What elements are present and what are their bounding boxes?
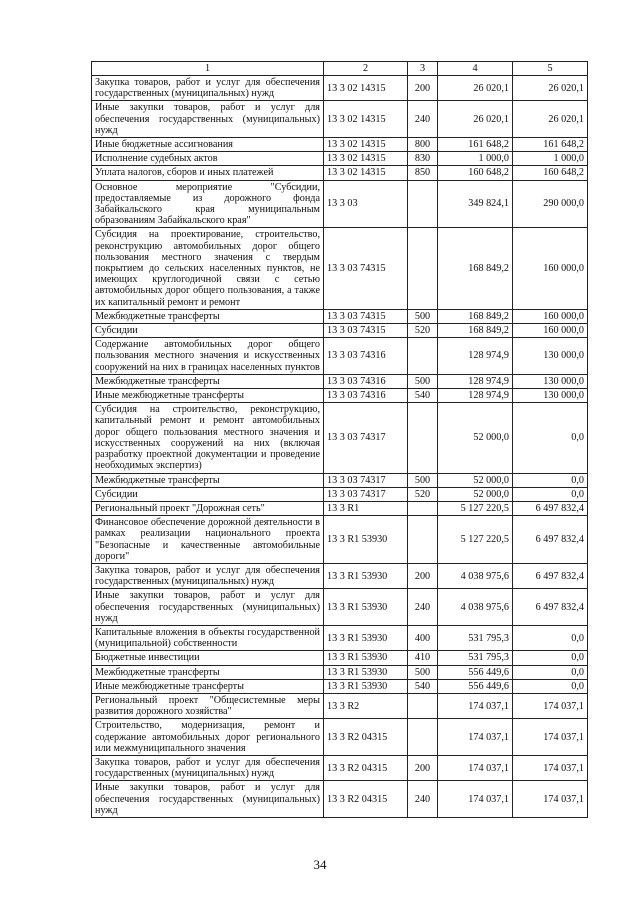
row-name: Капитальные вложения в объекты государственной (муниципальной) собственности bbox=[92, 625, 324, 650]
row-value-4: 1 000,0 bbox=[438, 152, 513, 166]
row-code: 13 3 R2 04315 bbox=[324, 719, 408, 756]
row-name: Субсидия на проектирование, строительство, реконструкцию автомобильных дорог общего пользования местного значения с твердым покрытием до сельских населенных пунктов, не имеющих круглогодичной связи с сетью автомобильных дорог общего пользования, а также их капитальный ремонт и ремонт bbox=[92, 228, 324, 309]
table-row bbox=[92, 679, 588, 693]
row-expense-type: 850 bbox=[408, 166, 438, 180]
row-name: Межбюджетные трансферты bbox=[92, 473, 324, 487]
row-name: Исполнение судебных актов bbox=[92, 152, 324, 166]
row-expense-type bbox=[408, 693, 438, 718]
row-value-5: 0,0 bbox=[513, 473, 588, 487]
row-value-5: 160 000,0 bbox=[513, 324, 588, 338]
table-row bbox=[92, 487, 588, 501]
col-header-type: 3 bbox=[408, 62, 438, 76]
row-code: 13 3 03 74317 bbox=[324, 487, 408, 501]
row-value-5: 174 037,1 bbox=[513, 755, 588, 780]
col-header-value-4: 4 bbox=[438, 62, 513, 76]
table-row bbox=[92, 693, 588, 718]
table-row bbox=[92, 501, 588, 515]
row-expense-type: 500 bbox=[408, 309, 438, 323]
row-code: 13 3 02 14315 bbox=[324, 101, 408, 138]
row-value-4: 5 127 220,5 bbox=[438, 501, 513, 515]
row-name: Уплата налогов, сборов и иных платежей bbox=[92, 166, 324, 180]
row-value-5: 174 037,1 bbox=[513, 781, 588, 818]
row-value-4: 4 038 975,6 bbox=[438, 563, 513, 588]
row-value-4: 52 000,0 bbox=[438, 473, 513, 487]
row-name: Субсидии bbox=[92, 487, 324, 501]
row-name: Региональный проект "Общесистемные меры развития дорожного хозяйства" bbox=[92, 693, 324, 718]
row-value-4: 52 000,0 bbox=[438, 487, 513, 501]
table-row bbox=[92, 166, 588, 180]
row-expense-type: 400 bbox=[408, 625, 438, 650]
row-value-5: 0,0 bbox=[513, 651, 588, 665]
row-value-4: 174 037,1 bbox=[438, 693, 513, 718]
row-name: Содержание автомобильных дорог общего пользования местного значения и искусственных сооружений на них в границах населенных пунктов bbox=[92, 338, 324, 375]
row-value-4: 26 020,1 bbox=[438, 76, 513, 101]
row-expense-type: 200 bbox=[408, 563, 438, 588]
row-expense-type: 410 bbox=[408, 651, 438, 665]
table-row bbox=[92, 625, 588, 650]
table-body bbox=[92, 76, 588, 818]
row-code: 13 3 03 74316 bbox=[324, 389, 408, 403]
row-value-5: 174 037,1 bbox=[513, 693, 588, 718]
row-code: 13 3 03 74317 bbox=[324, 403, 408, 473]
col-header-value-5: 5 bbox=[513, 62, 588, 76]
row-value-5: 6 497 832,4 bbox=[513, 563, 588, 588]
row-expense-type bbox=[408, 338, 438, 375]
table-row bbox=[92, 781, 588, 818]
row-code: 13 3 R1 53930 bbox=[324, 625, 408, 650]
row-value-5: 0,0 bbox=[513, 665, 588, 679]
col-header-code: 2 bbox=[324, 62, 408, 76]
row-value-4: 161 648,2 bbox=[438, 138, 513, 152]
row-value-5: 160 000,0 bbox=[513, 309, 588, 323]
row-name: Субсидии bbox=[92, 324, 324, 338]
table-row bbox=[92, 516, 588, 564]
row-value-4: 168 849,2 bbox=[438, 228, 513, 309]
row-value-5: 290 000,0 bbox=[513, 180, 588, 228]
row-expense-type bbox=[408, 228, 438, 309]
row-value-5: 0,0 bbox=[513, 625, 588, 650]
row-name: Основное мероприятие "Субсидии, предоставляемые из дорожного фонда Забайкальского края муниципальным образованиям Забайкальского края" bbox=[92, 180, 324, 228]
row-expense-type: 540 bbox=[408, 679, 438, 693]
row-name: Иные закупки товаров, работ и услуг для обеспечения государственных (муниципальных) нужд bbox=[92, 781, 324, 818]
row-code: 13 3 R1 53930 bbox=[324, 563, 408, 588]
row-expense-type bbox=[408, 501, 438, 515]
row-expense-type: 800 bbox=[408, 138, 438, 152]
table-row bbox=[92, 563, 588, 588]
table-row bbox=[92, 138, 588, 152]
row-expense-type bbox=[408, 516, 438, 564]
row-code: 13 3 R2 04315 bbox=[324, 781, 408, 818]
row-expense-type bbox=[408, 719, 438, 756]
table-row bbox=[92, 589, 588, 626]
row-value-4: 349 824,1 bbox=[438, 180, 513, 228]
row-expense-type: 500 bbox=[408, 665, 438, 679]
table-row bbox=[92, 374, 588, 388]
row-code: 13 3 03 74315 bbox=[324, 309, 408, 323]
row-expense-type: 240 bbox=[408, 589, 438, 626]
row-value-4: 5 127 220,5 bbox=[438, 516, 513, 564]
table-row bbox=[92, 665, 588, 679]
row-expense-type: 200 bbox=[408, 76, 438, 101]
row-value-4: 556 449,6 bbox=[438, 679, 513, 693]
row-code: 13 3 R1 bbox=[324, 501, 408, 515]
table-row bbox=[92, 651, 588, 665]
row-code: 13 3 R2 04315 bbox=[324, 755, 408, 780]
row-value-5: 0,0 bbox=[513, 403, 588, 473]
row-value-4: 168 849,2 bbox=[438, 324, 513, 338]
table-row bbox=[92, 309, 588, 323]
row-expense-type bbox=[408, 180, 438, 228]
row-code: 13 3 R1 53930 bbox=[324, 679, 408, 693]
row-value-4: 531 795,3 bbox=[438, 625, 513, 650]
row-code: 13 3 R2 bbox=[324, 693, 408, 718]
row-value-4: 168 849,2 bbox=[438, 309, 513, 323]
row-value-5: 6 497 832,4 bbox=[513, 501, 588, 515]
row-value-5: 0,0 bbox=[513, 487, 588, 501]
table-row bbox=[92, 180, 588, 228]
row-code: 13 3 03 74316 bbox=[324, 374, 408, 388]
row-code: 13 3 03 74315 bbox=[324, 228, 408, 309]
row-code: 13 3 R1 53930 bbox=[324, 516, 408, 564]
row-code: 13 3 02 14315 bbox=[324, 138, 408, 152]
row-name: Межбюджетные трансферты bbox=[92, 309, 324, 323]
row-value-5: 160 648,2 bbox=[513, 166, 588, 180]
row-name: Иные бюджетные ассигнования bbox=[92, 138, 324, 152]
row-code: 13 3 03 74316 bbox=[324, 338, 408, 375]
row-name: Региональный проект "Дорожная сеть" bbox=[92, 501, 324, 515]
row-code: 13 3 R1 53930 bbox=[324, 651, 408, 665]
row-value-4: 128 974,9 bbox=[438, 338, 513, 375]
row-name: Иные закупки товаров, работ и услуг для обеспечения государственных (муниципальных) нужд bbox=[92, 101, 324, 138]
row-value-4: 174 037,1 bbox=[438, 719, 513, 756]
row-expense-type: 240 bbox=[408, 781, 438, 818]
row-value-4: 160 648,2 bbox=[438, 166, 513, 180]
row-value-5: 26 020,1 bbox=[513, 76, 588, 101]
row-expense-type: 200 bbox=[408, 755, 438, 780]
row-expense-type: 520 bbox=[408, 324, 438, 338]
row-name: Иные межбюджетные трансферты bbox=[92, 679, 324, 693]
row-code: 13 3 R1 53930 bbox=[324, 589, 408, 626]
row-expense-type: 830 bbox=[408, 152, 438, 166]
row-value-5: 26 020,1 bbox=[513, 101, 588, 138]
row-value-4: 174 037,1 bbox=[438, 781, 513, 818]
row-code: 13 3 R1 53930 bbox=[324, 665, 408, 679]
row-name: Закупка товаров, работ и услуг для обеспечения государственных (муниципальных) нужд bbox=[92, 76, 324, 101]
row-code: 13 3 02 14315 bbox=[324, 76, 408, 101]
row-name: Межбюджетные трансферты bbox=[92, 374, 324, 388]
row-name: Закупка товаров, работ и услуг для обеспечения государственных (муниципальных) нужд bbox=[92, 755, 324, 780]
table-row bbox=[92, 324, 588, 338]
row-expense-type: 540 bbox=[408, 389, 438, 403]
row-value-4: 128 974,9 bbox=[438, 389, 513, 403]
row-name: Строительство, модернизация, ремонт и содержание автомобильных дорог регионального или межмуниципального значения bbox=[92, 719, 324, 756]
col-header-name: 1 bbox=[92, 62, 324, 76]
row-expense-type bbox=[408, 403, 438, 473]
row-value-4: 52 000,0 bbox=[438, 403, 513, 473]
row-name: Финансовое обеспечение дорожной деятельности в рамках реализации национального проекта "Безопасные и качественные автомобильные дороги" bbox=[92, 516, 324, 564]
row-value-5: 161 648,2 bbox=[513, 138, 588, 152]
table-row bbox=[92, 228, 588, 309]
row-expense-type: 240 bbox=[408, 101, 438, 138]
row-name: Бюджетные инвестиции bbox=[92, 651, 324, 665]
row-code: 13 3 03 74317 bbox=[324, 473, 408, 487]
table-row bbox=[92, 152, 588, 166]
row-value-5: 6 497 832,4 bbox=[513, 589, 588, 626]
row-value-5: 0,0 bbox=[513, 679, 588, 693]
table-row bbox=[92, 755, 588, 780]
row-value-5: 130 000,0 bbox=[513, 338, 588, 375]
row-value-4: 128 974,9 bbox=[438, 374, 513, 388]
table-row bbox=[92, 389, 588, 403]
row-expense-type: 500 bbox=[408, 473, 438, 487]
page-number: 34 bbox=[313, 857, 327, 872]
table-row bbox=[92, 76, 588, 101]
row-value-5: 174 037,1 bbox=[513, 719, 588, 756]
row-value-5: 6 497 832,4 bbox=[513, 516, 588, 564]
table-row bbox=[92, 403, 588, 473]
table-row bbox=[92, 338, 588, 375]
row-code: 13 3 03 bbox=[324, 180, 408, 228]
row-name: Субсидия на строительство, реконструкцию, капитальный ремонт и ремонт автомобильных дорог общего пользования местного значения и искусственных сооружений на них (включая разработку проектной документации и проведение необходимых экспертиз) bbox=[92, 403, 324, 473]
row-code: 13 3 02 14315 bbox=[324, 152, 408, 166]
header-row bbox=[92, 62, 588, 76]
row-value-5: 130 000,0 bbox=[513, 389, 588, 403]
table-row bbox=[92, 473, 588, 487]
row-value-5: 1 000,0 bbox=[513, 152, 588, 166]
row-value-4: 26 020,1 bbox=[438, 101, 513, 138]
row-name: Межбюджетные трансферты bbox=[92, 665, 324, 679]
table-row bbox=[92, 101, 588, 138]
row-name: Иные закупки товаров, работ и услуг для обеспечения государственных (муниципальных) нужд bbox=[92, 589, 324, 626]
row-name: Закупка товаров, работ и услуг для обеспечения государственных (муниципальных) нужд bbox=[92, 563, 324, 588]
row-name: Иные межбюджетные трансферты bbox=[92, 389, 324, 403]
row-value-4: 556 449,6 bbox=[438, 665, 513, 679]
budget-table bbox=[91, 61, 588, 818]
row-expense-type: 500 bbox=[408, 374, 438, 388]
row-value-5: 160 000,0 bbox=[513, 228, 588, 309]
row-expense-type: 520 bbox=[408, 487, 438, 501]
row-code: 13 3 03 74315 bbox=[324, 324, 408, 338]
row-value-4: 531 795,3 bbox=[438, 651, 513, 665]
row-value-5: 130 000,0 bbox=[513, 374, 588, 388]
row-code: 13 3 02 14315 bbox=[324, 166, 408, 180]
row-value-4: 4 038 975,6 bbox=[438, 589, 513, 626]
row-value-4: 174 037,1 bbox=[438, 755, 513, 780]
table-row bbox=[92, 719, 588, 756]
